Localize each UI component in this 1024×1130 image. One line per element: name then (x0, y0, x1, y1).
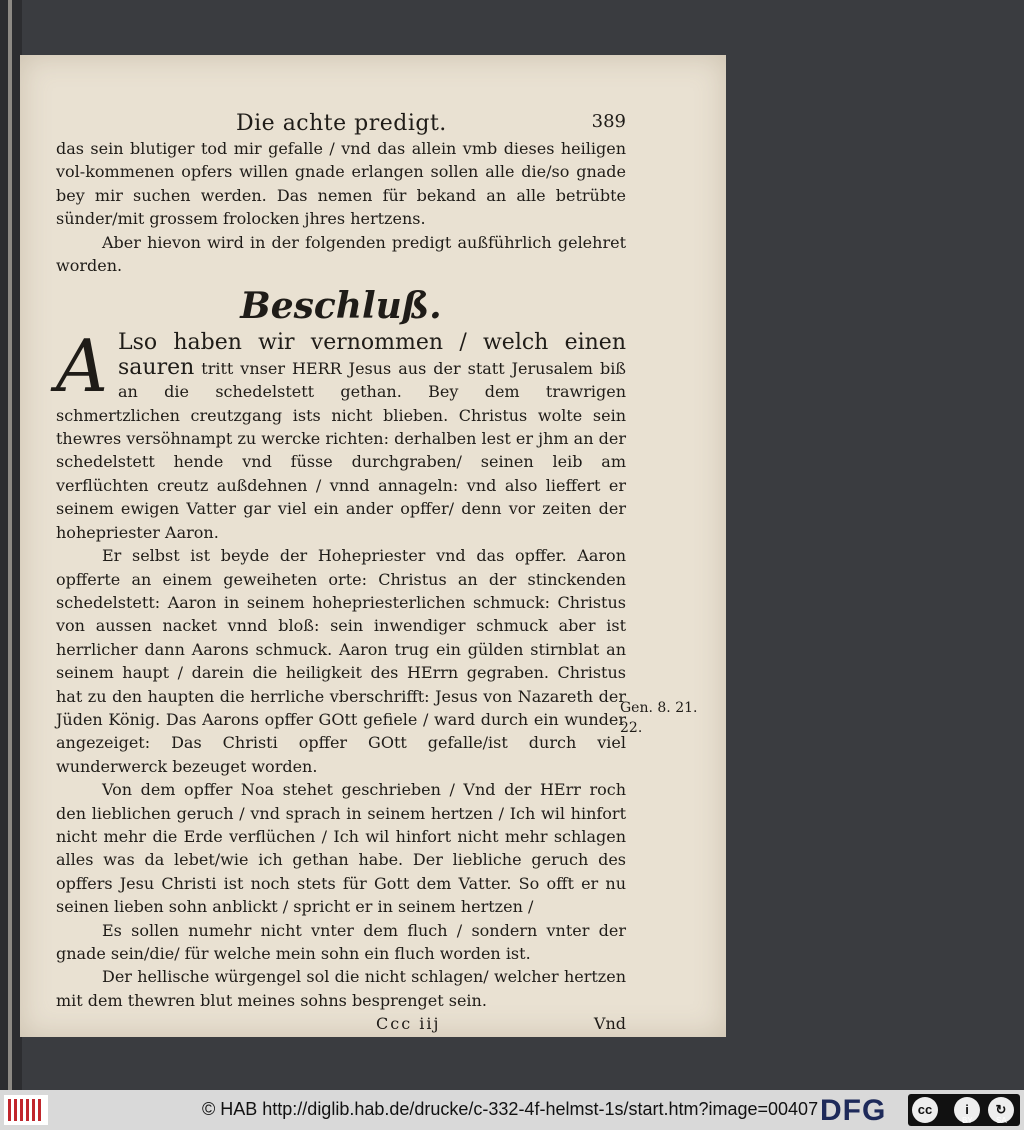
paragraph: Von dem opffer Noa stehet geschrieben / Vnd der HErr roch den lieblichen geruch / vnd sprach in seinem hertzen / Ich wil hinfort nicht mehr die Erde verflüchen / Ich wil hinfort nicht mehr schlagen alles was da lebet/wie ich gethan habe. Der liebliche geruch des opffers Jesu Christi ist noch stets für Gott dem Vatter. So offt er nu seinen lieben sohn anblickt / spricht er in seinem hertzen / (56, 780, 626, 917)
page-foot (56, 1014, 626, 1040)
paragraph: Aber hievon wird in der folgenden predigt außführlich gelehret worden. (56, 232, 626, 276)
paragraph-continued: das sein blutiger tod mir gefalle / vnd das allein vmb dieses heiligen vol-kommenen opfers willen gnade erlangen sollen alle die/so gnade bey mir suchen werden. Das nemen für bekand an alle betrübte sünder/mit grossem frolocken jhres hertzens. (56, 139, 626, 229)
running-head: Die achte predigt. (236, 111, 447, 136)
catchword: Vnd (593, 1014, 626, 1034)
scanned-page (20, 55, 726, 1037)
page-header (56, 107, 626, 137)
dropcap-letter: A (56, 324, 108, 409)
paragraph: Der hellische würgengel sol die nicht schlagen/ welcher hertzen mit dem thewren blut meines sohns besprenget sein. (56, 967, 626, 1010)
section-heading: Beschluß. (240, 285, 442, 328)
cc-icon: cc (912, 1097, 938, 1123)
sa-icon: ↻ (988, 1097, 1014, 1123)
paragraph: Es sollen numehr nicht vnter dem fluch / sondern vnter der gnade sein/die/ für welche mein sohn ein fluch worden ist. (56, 920, 626, 963)
dropcap-paragraph (56, 324, 626, 544)
by-icon: i (954, 1097, 980, 1123)
by-label: BY (962, 1116, 973, 1125)
license-badge[interactable] (908, 1094, 1020, 1126)
page-text-block (56, 107, 626, 1040)
adjacent-page-edge (8, 0, 12, 1090)
page-number: 389 (591, 111, 626, 132)
source-link[interactable]: © HAB http://diglib.hab.de/drucke/c-332-4f-helmst-1s/start.htm?image=00407 (202, 1099, 819, 1119)
sa-label: SA (996, 1116, 1007, 1125)
footer-bar (0, 1090, 1024, 1130)
dropcap-first-line: Lso haben wir vernommen / welch einen sauren (118, 330, 626, 380)
signature-mark: Ccc iij (376, 1014, 441, 1034)
dfg-logo: DFG (820, 1094, 887, 1127)
hab-logo-icon (4, 1095, 48, 1125)
left-edge-strip (0, 0, 22, 1090)
dropcap-paragraph-text: tritt vnser HERR Jesus aus der statt Jerusalem biß an die schedelstett gethan. Bey dem trawrigen schmertzlichen creutzgang ists nicht blieben. Christus wolte sein thewres versöhnampt zu wercke richten: derhalben lest er jhm an der schedelstett hende vnd füsse durchgraben/ seinen leib am verflüchten creutz außdehnen / vnnd annageln: vnd also lieffert er seinem ewigen Vatter gar viel ein ander opffer/ denn vor zeiten der hohepriester Aaron. (56, 358, 626, 542)
paragraph: Er selbst ist beyde der Hohepriester vnd das opffer. Aaron opfferte an einem geweiheten orte: Christus an der stinckenden schedelstett: Aaron in seinem hohepriesterlichen schmuck: Christus von aussen nacket vnnd bloß: sein inwendiger schmuck aber ist herrlicher dann Aarons schmuck. Aaron trug ein gülden stirnblat an seinem haupt / darein die heiligkeit des HErrn gegraben. Christus hat zu den haupten die herrliche vberschrifft: Jesus von Nazareth der Jüden König. Das Aarons opffer GOtt gefiele / ward durch ein wunder angezeiget: Das Christi opffer GOtt gefalle/ist durch viel wunderwerck bezeuget worden. (56, 546, 626, 776)
margin-note: Gen. 8. 21. 22. (620, 700, 698, 736)
